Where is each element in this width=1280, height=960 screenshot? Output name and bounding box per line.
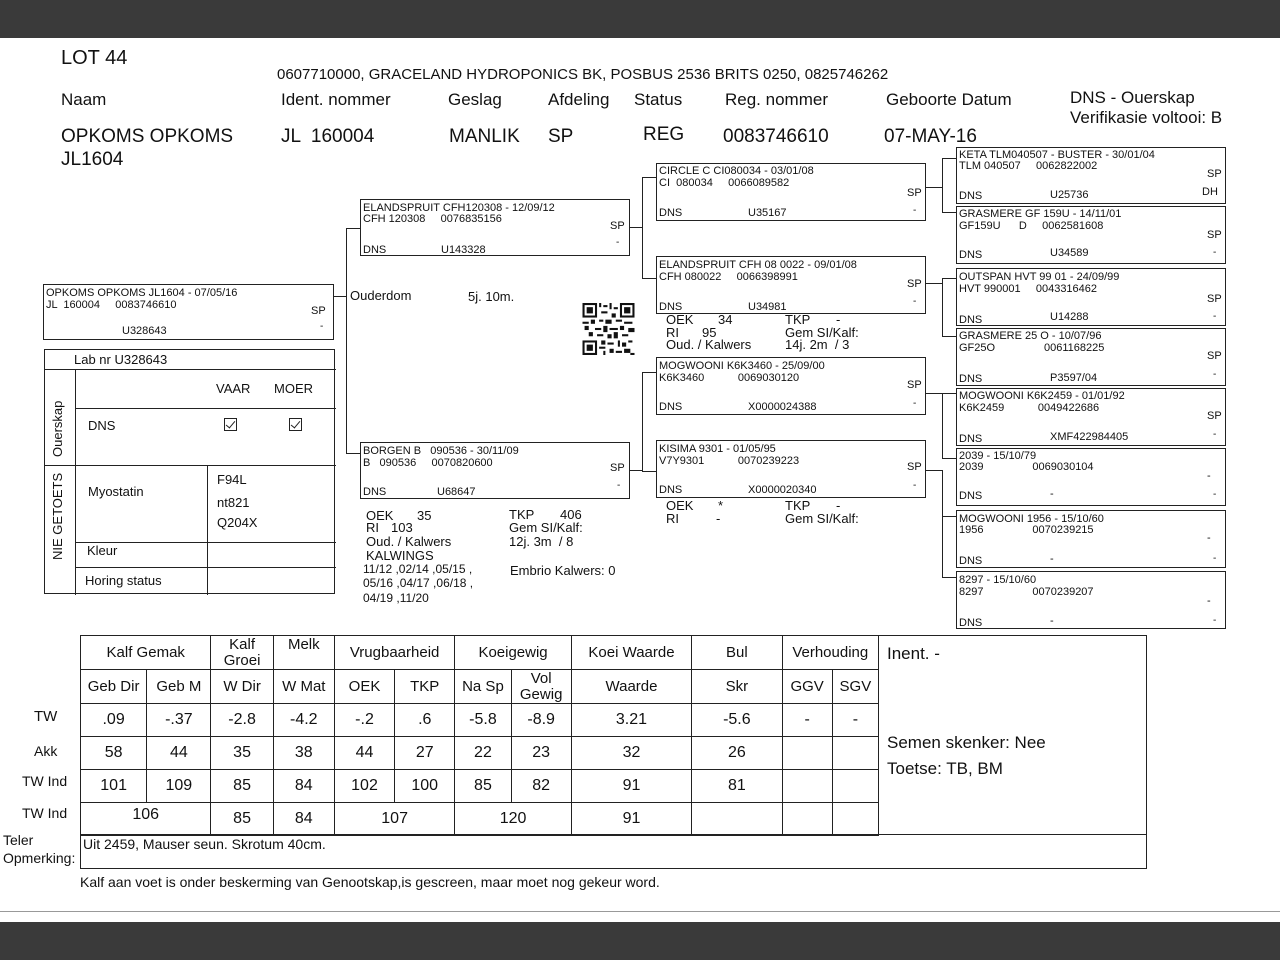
animal-reg: 0083746610 <box>723 126 829 147</box>
dns-label: DNS <box>88 418 116 433</box>
subject-title: OPKOMS OPKOMS JL1604 - 07/05/16 <box>46 287 238 299</box>
g3-sp: SP <box>1207 168 1222 180</box>
dam-kalwings-2: 05/16 ,04/17 ,06/18 , <box>363 576 474 590</box>
twind2-cell: 85 <box>211 803 273 836</box>
dam-oud: Oud. / Kalwers <box>366 534 452 549</box>
group-bul: Bul <box>692 636 782 670</box>
header-reg: Reg. nommer <box>725 90 828 109</box>
ss-id: CI 080034 0066089582 <box>659 177 790 189</box>
g3-title: MOGWOONI K6K2459 - 01/01/92 <box>959 390 1125 402</box>
subject-card <box>43 284 334 340</box>
sub-ggv: GGV <box>782 670 832 704</box>
tw-cell: 3.21 <box>571 704 691 737</box>
animal-geslag: MANLIK <box>449 126 520 147</box>
subject-id: JL 160004 0083746610 <box>46 299 177 311</box>
sd-oud: Oud. / Kalwers <box>666 337 752 352</box>
dd-title: KISIMA 9301 - 01/05/95 <box>659 443 776 455</box>
ss-sp: SP <box>907 187 922 199</box>
animal-name-2: JL1604 <box>61 149 124 170</box>
group-koei-waarde: Koei Waarde <box>571 636 691 670</box>
g3-dns: DNS <box>959 373 983 385</box>
sd-code: U34981 <box>748 301 787 313</box>
twind-cell: 91 <box>571 770 691 803</box>
twind-cell: 101 <box>81 770 147 803</box>
dam-card <box>360 442 630 499</box>
connector <box>642 177 656 178</box>
sd-title: ELANDSPRUIT CFH 08 0022 - 09/01/08 <box>659 259 857 271</box>
dam-oek: OEK <box>366 508 394 523</box>
g3-code: U14288 <box>1050 311 1089 323</box>
animal-geboorte: 07-MAY-16 <box>884 126 977 147</box>
header-geboorte: Geboorte Datum <box>886 90 1012 109</box>
group-koeigewig: Koeigewig <box>455 636 571 670</box>
dam-oud-value: 12j. 3m / 8 <box>509 534 574 549</box>
akk-cell: 58 <box>81 737 147 770</box>
header-afdeling: Afdeling <box>548 90 610 109</box>
dam-tkp: TKP <box>509 507 535 522</box>
dd-dash: - <box>913 480 917 491</box>
dam-kalwings-1: 11/12 ,02/14 ,05/15 , <box>363 562 473 576</box>
g3-dash: - <box>1213 489 1217 500</box>
dam-kalwings: KALWINGS <box>366 548 434 563</box>
divider <box>75 408 336 409</box>
g3-code: - <box>1050 615 1054 627</box>
dam-oek-value: 35 <box>417 508 432 523</box>
footer-rule <box>0 911 1280 912</box>
g3-dns: DNS <box>959 617 983 629</box>
teler-label: Teler <box>3 832 34 848</box>
g3-dns: DNS <box>959 490 983 502</box>
connector <box>642 372 643 472</box>
dam-kalwings-3: 04/19 ,11/20 <box>363 591 429 605</box>
dam-sp: SP <box>610 462 625 474</box>
twind2-cell: 106 <box>81 803 211 836</box>
g3-sp: - <box>1207 595 1211 607</box>
empty-cell <box>692 803 782 836</box>
sd-tkp-value: - <box>836 312 841 327</box>
twind-cell <box>832 770 878 803</box>
info-box <box>878 635 1147 835</box>
allele-3: Q204X <box>217 515 258 530</box>
sub-sgv: SGV <box>832 670 878 704</box>
ds-dash: - <box>913 398 917 409</box>
g3-title: 8297 - 15/10/60 <box>959 574 1037 586</box>
gen3-card <box>956 268 1226 326</box>
tw-cell: -5.8 <box>455 704 511 737</box>
g3-id: HVT 990001 0043316462 <box>959 283 1098 295</box>
top-bar <box>0 0 1280 38</box>
g3-dash: - <box>1213 553 1217 564</box>
g3-sp: - <box>1207 532 1211 544</box>
g3-dash: - <box>1213 369 1217 380</box>
g3-id: TLM 040507 0062822002 <box>959 160 1098 172</box>
g3-id: 8297 0070239207 <box>959 586 1094 598</box>
ds-dns: DNS <box>659 401 683 413</box>
ouerskap-label: Ouerskap <box>50 400 65 457</box>
lab-box <box>44 349 335 594</box>
g3-title: MOGWOONI 1956 - 15/10/60 <box>959 513 1104 525</box>
sub-waarde: Waarde <box>571 670 691 704</box>
dd-ri: RI <box>666 511 679 526</box>
sub-vol-gewig: Vol Gewig <box>511 670 571 704</box>
lot-number: LOT 44 <box>61 47 128 69</box>
twind-cell: 85 <box>211 770 273 803</box>
dam-sire-card <box>656 357 926 415</box>
g3-sp: SP <box>1207 410 1222 422</box>
remarks-text: Uit 2459, Mauser seun. Skrotum 40cm. <box>83 836 326 852</box>
sire-id: CFH 120308 0076835156 <box>363 213 502 225</box>
group-melk: Melk <box>273 636 334 670</box>
connector <box>926 470 942 471</box>
g3-title: GRASMERE 25 O - 10/07/96 <box>959 330 1102 342</box>
sd-ri-value: 95 <box>702 325 717 340</box>
connector <box>942 393 943 458</box>
sire-title: ELANDSPRUIT CFH120308 - 12/09/12 <box>363 202 555 214</box>
twind-cell: 109 <box>147 770 211 803</box>
gen3-card <box>956 328 1226 386</box>
dam-code: U68647 <box>437 486 476 498</box>
g3-code: U34589 <box>1050 247 1089 259</box>
connector <box>942 577 956 578</box>
gen3-card <box>956 448 1226 506</box>
divider <box>207 465 208 595</box>
sire-dam-card <box>656 256 926 314</box>
sire-code: U143328 <box>441 244 486 256</box>
akk-cell: 44 <box>147 737 211 770</box>
sire-dns: DNS <box>363 244 387 256</box>
akk-cell: 27 <box>395 737 455 770</box>
twind-cell: 81 <box>692 770 782 803</box>
dd-tkp-value: - <box>836 498 841 513</box>
connector <box>642 471 656 472</box>
dd-oek: OEK <box>666 498 694 513</box>
age-label: Ouderdom <box>350 288 412 303</box>
sub-na-sp: Na Sp <box>455 670 511 704</box>
g3-id: K6K2459 0049422686 <box>959 402 1100 414</box>
semen-skenker: Semen skenker: Nee <box>887 733 1046 752</box>
ss-code: U35167 <box>748 207 787 219</box>
remarks-box <box>80 834 1147 869</box>
connector <box>942 516 956 517</box>
divider <box>75 370 76 595</box>
group-vrugbaarheid: Vrugbaarheid <box>334 636 454 670</box>
connector <box>346 228 360 229</box>
g3-code: - <box>1050 488 1054 500</box>
sire-sp: SP <box>610 220 625 232</box>
dam-title: BORGEN B 090536 - 30/11/09 <box>363 445 519 457</box>
akk-cell: 32 <box>571 737 691 770</box>
connector <box>942 470 943 577</box>
dd-tkp: TKP <box>785 498 811 513</box>
g3-id: GF25O 0061168225 <box>959 342 1105 354</box>
g3-title: KETA TLM040507 - BUSTER - 30/01/04 <box>959 149 1155 161</box>
sd-id: CFH 080022 0066398991 <box>659 271 798 283</box>
horing-label: Horing status <box>85 573 162 588</box>
g3-dns: DNS <box>959 314 983 326</box>
g3-sp: SP <box>1207 350 1222 362</box>
tw-cell: -8.9 <box>511 704 571 737</box>
g3-dash: - <box>1213 247 1217 258</box>
verifikasie: Verifikasie voltooi: B <box>1070 108 1223 127</box>
sd-dns: DNS <box>659 301 683 313</box>
dd-dns: DNS <box>659 484 683 496</box>
akk-cell: 22 <box>455 737 511 770</box>
g3-dns: DNS <box>959 555 983 567</box>
tw-cell: - <box>832 704 878 737</box>
twind-cell: 84 <box>273 770 334 803</box>
group-kalf-gemak: Kalf Gemak <box>81 636 211 670</box>
myostatin-label: Myostatin <box>88 484 144 499</box>
ds-title: MOGWOONI K6K3460 - 25/09/00 <box>659 360 825 372</box>
dd-sp: SP <box>907 461 922 473</box>
g3-title: OUTSPAN HVT 99 01 - 24/09/99 <box>959 271 1120 283</box>
bottom-bar <box>0 922 1280 960</box>
sire-card <box>360 199 630 256</box>
sub-geb-m: Geb M <box>147 670 211 704</box>
vaar-label: VAAR <box>216 381 251 396</box>
twind-cell: 82 <box>511 770 571 803</box>
g3-dash: - <box>1213 311 1217 322</box>
nie-getoets-label: NIE GETOETS <box>50 472 65 560</box>
header-naam: Naam <box>61 90 107 109</box>
g3-title: 2039 - 15/10/79 <box>959 450 1037 462</box>
header-ident: Ident. nommer <box>281 90 391 109</box>
dns-ouerskap: DNS - Ouerskap <box>1070 88 1195 107</box>
sire-dash: - <box>616 237 620 248</box>
akk-cell: 44 <box>334 737 394 770</box>
g3-id: 2039 0069030104 <box>959 461 1094 473</box>
g3-dash: DH <box>1202 186 1218 198</box>
tw-cell: .09 <box>81 704 147 737</box>
moer-label: MOER <box>274 381 313 396</box>
g3-id: GF159U D 0062581608 <box>959 220 1104 232</box>
moer-checkbox <box>289 418 302 431</box>
g3-code: P3597/04 <box>1050 372 1098 384</box>
connector <box>926 393 942 394</box>
connector <box>642 177 643 278</box>
sd-oek-value: 34 <box>718 312 733 327</box>
divider <box>45 369 336 370</box>
row-label-twind-2: TW Ind <box>22 805 68 821</box>
row-label-twind: TW Ind <box>22 773 68 789</box>
animal-ident: JL 160004 <box>281 126 375 147</box>
connector <box>942 458 956 459</box>
ebv-table <box>80 635 879 836</box>
toetse: Toetse: TB, BM <box>887 759 1003 778</box>
akk-cell: 23 <box>511 737 571 770</box>
sd-ri: RI <box>666 325 679 340</box>
dd-id: V7Y9301 0070239223 <box>659 455 800 467</box>
sub-w-dir: W Dir <box>211 670 273 704</box>
tw-cell: -2.8 <box>211 704 273 737</box>
tw-cell: -.37 <box>147 704 211 737</box>
g3-dns: DNS <box>959 433 983 445</box>
g3-code: U25736 <box>1050 189 1089 201</box>
gen3-card <box>956 206 1226 264</box>
connector <box>942 158 956 159</box>
sub-oek: OEK <box>334 670 394 704</box>
gen3-card <box>956 510 1226 568</box>
g3-id: 1956 0070239215 <box>959 524 1094 536</box>
kleur-label: Kleur <box>87 543 118 558</box>
twind-cell: 100 <box>395 770 455 803</box>
group-verhouding: Verhouding <box>782 636 878 670</box>
subject-dash: - <box>320 321 324 332</box>
dam-ri: RI <box>366 520 379 535</box>
sub-tkp: TKP <box>395 670 455 704</box>
owner-line: 0607710000, GRACELAND HYDROPONICS BK, POSBUS 2536 BRITS 0250, 0825746262 <box>277 66 889 83</box>
tw-cell: -.2 <box>334 704 394 737</box>
divider <box>75 567 336 568</box>
dam-dash: - <box>617 480 621 491</box>
allele-1: F94L <box>217 472 247 487</box>
g3-sp: - <box>1207 470 1211 482</box>
g3-sp: SP <box>1207 293 1222 305</box>
dam-dam-card <box>656 440 926 498</box>
twind-cell: 102 <box>334 770 394 803</box>
inent: Inent. - <box>887 644 940 663</box>
sub-skr: Skr <box>692 670 782 704</box>
group-kalf-groei: Kalf Groei <box>211 636 273 670</box>
connector <box>334 296 346 297</box>
connector <box>942 212 956 213</box>
header-geslag: Geslag <box>448 90 502 109</box>
ds-sp: SP <box>907 379 922 391</box>
ds-code: X0000024388 <box>748 401 817 413</box>
tw-cell: - <box>782 704 832 737</box>
g3-title: GRASMERE GF 159U - 14/11/01 <box>959 208 1122 220</box>
ss-dns: DNS <box>659 207 683 219</box>
connector <box>630 470 642 471</box>
connector <box>346 453 360 454</box>
sd-sp: SP <box>907 278 922 290</box>
subject-code: U328643 <box>122 325 167 337</box>
connector <box>942 278 943 336</box>
dd-ri-value: - <box>716 511 721 526</box>
footer-note: Kalf aan voet is onder beskerming van Genootskap,is gescreen, maar moet nog gekeur word. <box>80 874 660 890</box>
g3-code: XMF422984405 <box>1050 431 1129 443</box>
connector <box>942 393 956 394</box>
gen3-card <box>956 571 1226 629</box>
dam-ri-value: 103 <box>391 520 413 535</box>
tw-cell: .6 <box>395 704 455 737</box>
connector <box>642 278 656 279</box>
lab-nr: Lab nr U328643 <box>74 352 168 367</box>
divider <box>45 465 336 466</box>
dd-code: X0000020340 <box>748 484 817 496</box>
sd-tkp: TKP <box>785 312 811 327</box>
animal-name: OPKOMS OPKOMS <box>61 126 234 147</box>
twind-cell <box>782 770 832 803</box>
akk-cell <box>832 737 878 770</box>
dd-gem: Gem SI/Kalf: <box>785 511 859 526</box>
connector <box>942 158 943 212</box>
dam-gem: Gem SI/Kalf: <box>509 520 583 535</box>
dam-id: B 090536 0070820600 <box>363 457 493 469</box>
g3-dash: - <box>1213 615 1217 626</box>
dam-tkp-value: 406 <box>560 507 582 522</box>
tw-cell: -4.2 <box>273 704 334 737</box>
ss-title: CIRCLE C CI080034 - 03/01/08 <box>659 165 814 177</box>
subject-sp: SP <box>311 305 326 317</box>
g3-dns: DNS <box>959 190 983 202</box>
connector <box>926 187 942 188</box>
opmerking-label: Opmerking: <box>3 850 76 866</box>
sd-gem: Gem SI/Kalf: <box>785 325 859 340</box>
gen3-card <box>956 388 1226 446</box>
row-label-akk: Akk <box>34 743 58 759</box>
connector <box>926 283 942 284</box>
twind2-cell: 84 <box>273 803 334 836</box>
qr-code <box>582 303 635 355</box>
twind-cell: 85 <box>455 770 511 803</box>
twind2-cell: 107 <box>334 803 454 836</box>
empty-cell <box>832 803 878 836</box>
akk-cell: 38 <box>273 737 334 770</box>
dam-dns: DNS <box>363 486 387 498</box>
allele-2: nt821 <box>217 495 250 510</box>
animal-afdeling: SP <box>548 126 574 147</box>
connector <box>346 228 347 453</box>
connector <box>942 336 956 337</box>
tw-cell: -5.6 <box>692 704 782 737</box>
connector <box>942 278 956 279</box>
akk-cell: 26 <box>692 737 782 770</box>
twind2-cell: 120 <box>455 803 571 836</box>
dam-embrio: Embrio Kalwers: 0 <box>510 563 616 578</box>
sd-dash: - <box>913 296 917 307</box>
g3-dns: DNS <box>959 249 983 261</box>
dd-oek-value: * <box>718 498 724 513</box>
empty-cell <box>782 803 832 836</box>
animal-status: REG <box>643 124 685 145</box>
akk-cell: 35 <box>211 737 273 770</box>
header-status: Status <box>634 90 683 109</box>
sire-sire-card <box>656 163 926 221</box>
vaar-checkbox <box>224 418 237 431</box>
age-value: 5j. 10m. <box>468 289 515 304</box>
sub-w-mat: W Mat <box>273 670 334 704</box>
g3-dash: - <box>1213 429 1217 440</box>
g3-code: - <box>1050 553 1054 565</box>
twind2-cell: 91 <box>571 803 691 836</box>
gen3-card <box>956 147 1226 204</box>
ss-dash: - <box>913 205 917 216</box>
sd-oud-value: 14j. 2m / 3 <box>785 337 850 352</box>
sd-oek: OEK <box>666 312 694 327</box>
row-label-tw: TW <box>34 708 58 725</box>
connector <box>630 227 642 228</box>
sub-geb-dir: Geb Dir <box>81 670 147 704</box>
akk-cell <box>782 737 832 770</box>
g3-sp: SP <box>1207 229 1222 241</box>
connector <box>642 372 656 373</box>
ds-id: K6K3460 0069030120 <box>659 372 800 384</box>
